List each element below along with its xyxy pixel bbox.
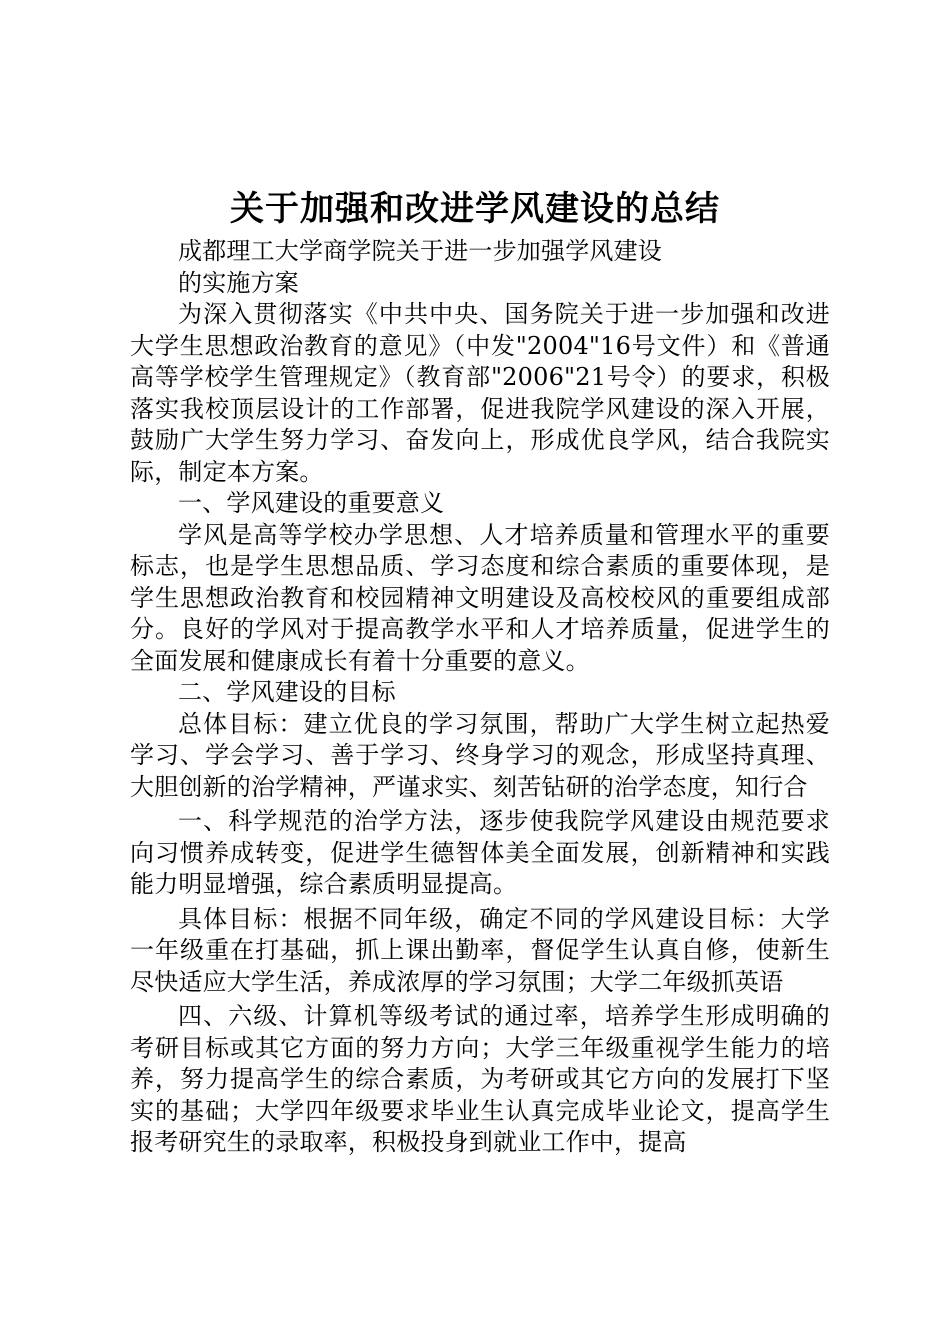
document-body	[130, 236, 830, 1159]
section-heading-2: 二、学风建设的目标	[178, 678, 396, 706]
document-title: 关于加强和改进学风建设的总结	[230, 189, 720, 229]
overall-goal-paragraph: 总体目标：建立优良的学习氛围，帮助广大学生树立起热爱学习、学会学习、善于学习、终身学习的观念，形成坚持真理、大胆创新的治学精神，严谨求实、刻苦钻研的治学态度，知行合	[130, 709, 830, 801]
method-paragraph: 一、科学规范的治学方法，逐步使我院学风建设由规范要求向习惯养成转变，促进学生德智体美全面发展，创新精神和实践能力明显增强，综合素质明显提高。	[130, 807, 830, 898]
grade-goals-paragraph: 四、六级、计算机等级考试的通过率，培养学生形成明确的考研目标或其它方面的努力方向；大学三年级重视学生能力的培养，努力提高学生的综合素质，为考研或其它方向的发展打下坚实的基础；大学四年级要求毕业生认真完成毕业论文，提高学生报考研究生的录取率，积极投身到就业工作中，提高	[130, 1002, 830, 1156]
subtitle-line-1: 成都理工大学商学院关于进一步加强学风建设	[178, 237, 662, 265]
intro-paragraph: 为深入贯彻落实《中共中央、国务院关于进一步加强和改进大学生思想政治教育的意见》（中发"2004"16号文件）和《普通高等学校学生管理规定》（教育部"2006"21号令）的要求，积极落实我校顶层设计的工作部署，促进我院学风建设的深入开展，鼓励广大学生努力学习、奋发向上，形成优良学风，结合我院实际，制定本方案。	[130, 300, 830, 486]
specific-goal-paragraph: 具体目标：根据不同年级，确定不同的学风建设目标：大学一年级重在打基础，抓上课出勤率，督促学生认真自修，使新生尽快适应大学生活，养成浓厚的学习氛围；大学二年级抓英语	[130, 904, 830, 996]
subtitle-line-2: 的实施方案	[178, 268, 299, 297]
significance-paragraph: 学风是高等学校办学思想、人才培养质量和管理水平的重要标志，也是学生思想品质、学习态度和综合素质的重要体现，是学生思想政治教育和校园精神文明建设及高校校风的重要组成部分。良好的学风对于提高教学水平和人才培养质量，促进学生的全面发展和健康成长有着十分重要的意义。	[130, 520, 830, 675]
section-heading-1: 一、学风建设的重要意义	[178, 489, 445, 517]
